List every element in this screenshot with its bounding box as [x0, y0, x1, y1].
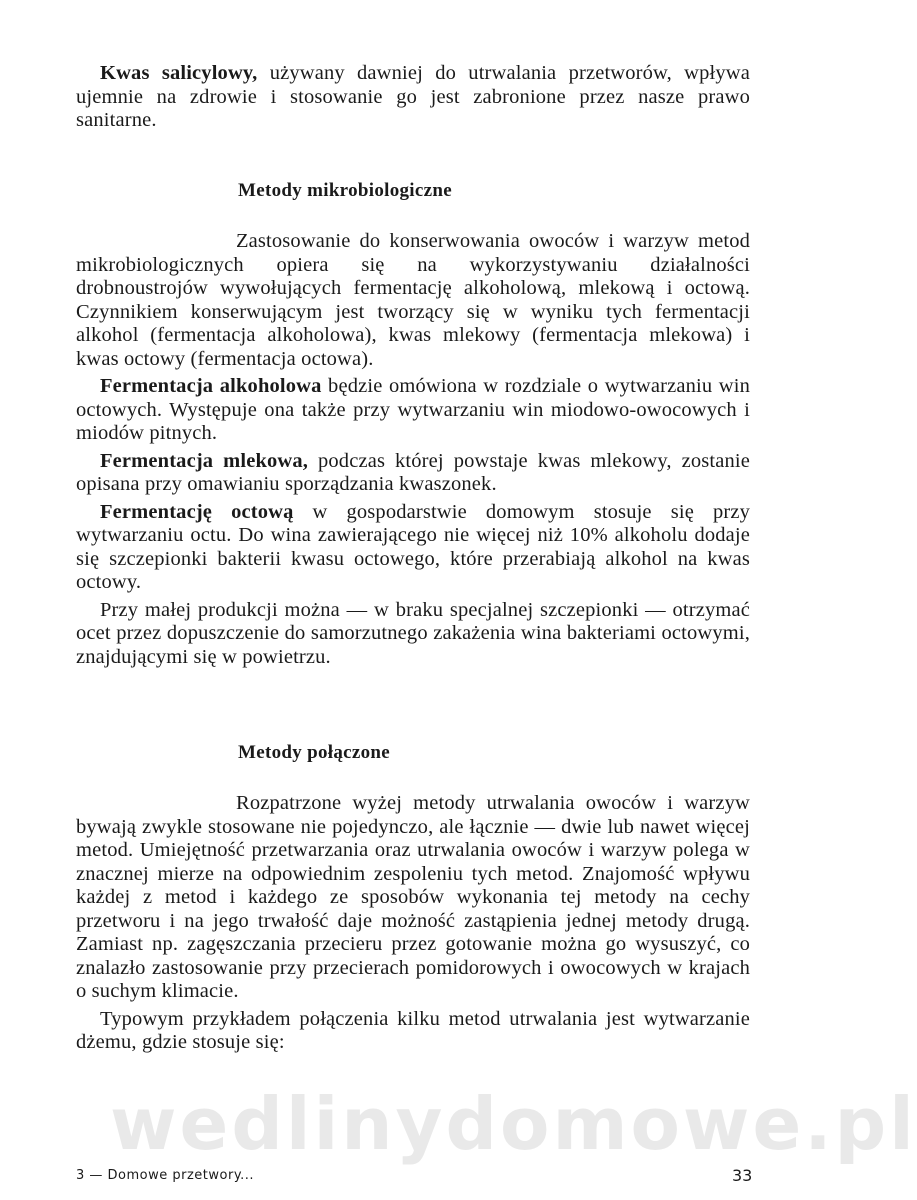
combined-intro-paragraph: Rozpatrzone wyżej metody utrwalania owoców i warzyw bywają zwykle stosowane nie pojedynczo, ale łącznie — dwie lub nawet więcej metod. Umiejętność przetwarzania oraz utrwalania owoców i warzyw polega w znacznej mierze na odpowiednim zespoleniu tych metod. Znajomość wpływu każdej z metod i każdego ze sposobów wykonania tej metody na cechy przetworu i na jego trwałość daje możność zastąpienia jednej metody drugą. Zamiast np. zagęszczania przecieru przez gotowanie można go wysuszyć, co znalazło zastosowanie przy przecierach pomidorowych i owocowych w krajach o suchym klimacie. — [76, 792, 750, 1002]
acetic-fermentation-text: w gospodarstwie domowym stosuje się przy wytwarzaniu octu. Do wina zawierającego nie więcej niż 10% alkoholu dodaje się szczepionki bakterii kwasu octowego, które przerabiają alkohol na kwas octowy. — [76, 500, 751, 593]
alcoholic-fermentation-term: Fermentacja alkoholowa — [100, 375, 322, 397]
section-heading-combined: Metody połączone — [238, 742, 391, 763]
lactic-fermentation-text: podczas której powstaje kwas mlekowy, zostanie opisana przy omawianiu sporządzania kwaszonek. — [76, 449, 750, 495]
alcoholic-fermentation-text: będzie omówiona w rozdziale o wytwarzaniu win octowych. Występuje ona także przy wytwarzaniu win miodowo-owocowych i miodów pitnych. — [76, 375, 750, 444]
site-watermark: wedlinydomowe.pl — [110, 1082, 917, 1166]
salicylic-acid-block — [76, 62, 750, 133]
salicylic-acid-term: Kwas salicylowy, — [100, 62, 258, 84]
combined-methods-section — [76, 792, 750, 1055]
jam-example-paragraph: Typowym przykładem połączenia kilku metod utrwalania jest wytwarzanie dżemu, gdzie stosuje się: — [76, 1007, 750, 1053]
printer-signature: 3 — Domowe przetwory... — [76, 1168, 255, 1183]
salicylic-acid-text: używany dawniej do utrwalania przetworów, wpływa ujemnie na zdrowie i stosowanie go jest zabronione przez nasze prawo sanitarne. — [76, 62, 750, 131]
lactic-fermentation-paragraph — [76, 450, 750, 497]
small-production-paragraph: Przy małej produkcji można — w braku specjalnej szczepionki — otrzymać ocet przez dopuszczenie do samorzutnego zakażenia wina bakteriami octowymi, znajdującymi się w powietrzu. — [76, 598, 750, 668]
section-heading-microbiological: Metody mikrobiologiczne — [238, 180, 452, 201]
salicylic-acid-paragraph — [76, 62, 750, 133]
page-number: 33 — [732, 1166, 753, 1185]
microbiological-methods-section — [76, 230, 750, 669]
microbiological-intro-paragraph: Zastosowanie do konserwowania owoców i warzyw metod mikrobiologicznych opiera się na wykorzystywaniu działalności drobnoustrojów wywołujących fermentację alkoholową, mlekową i octową. Czynnikiem konserwującym jest tworzący się w wyniku tych fermentacji alkohol (fermentacja alkoholowa), kwas mlekowy (fermentacja mlekowa) i kwas octowy (fermentacja octowa). — [76, 230, 750, 370]
acetic-fermentation-term: Fermentację octową — [100, 500, 294, 523]
alcoholic-fermentation-paragraph — [76, 375, 750, 446]
acetic-fermentation-paragraph — [76, 501, 750, 595]
lactic-fermentation-term: Fermentacja mlekowa, — [100, 449, 309, 472]
